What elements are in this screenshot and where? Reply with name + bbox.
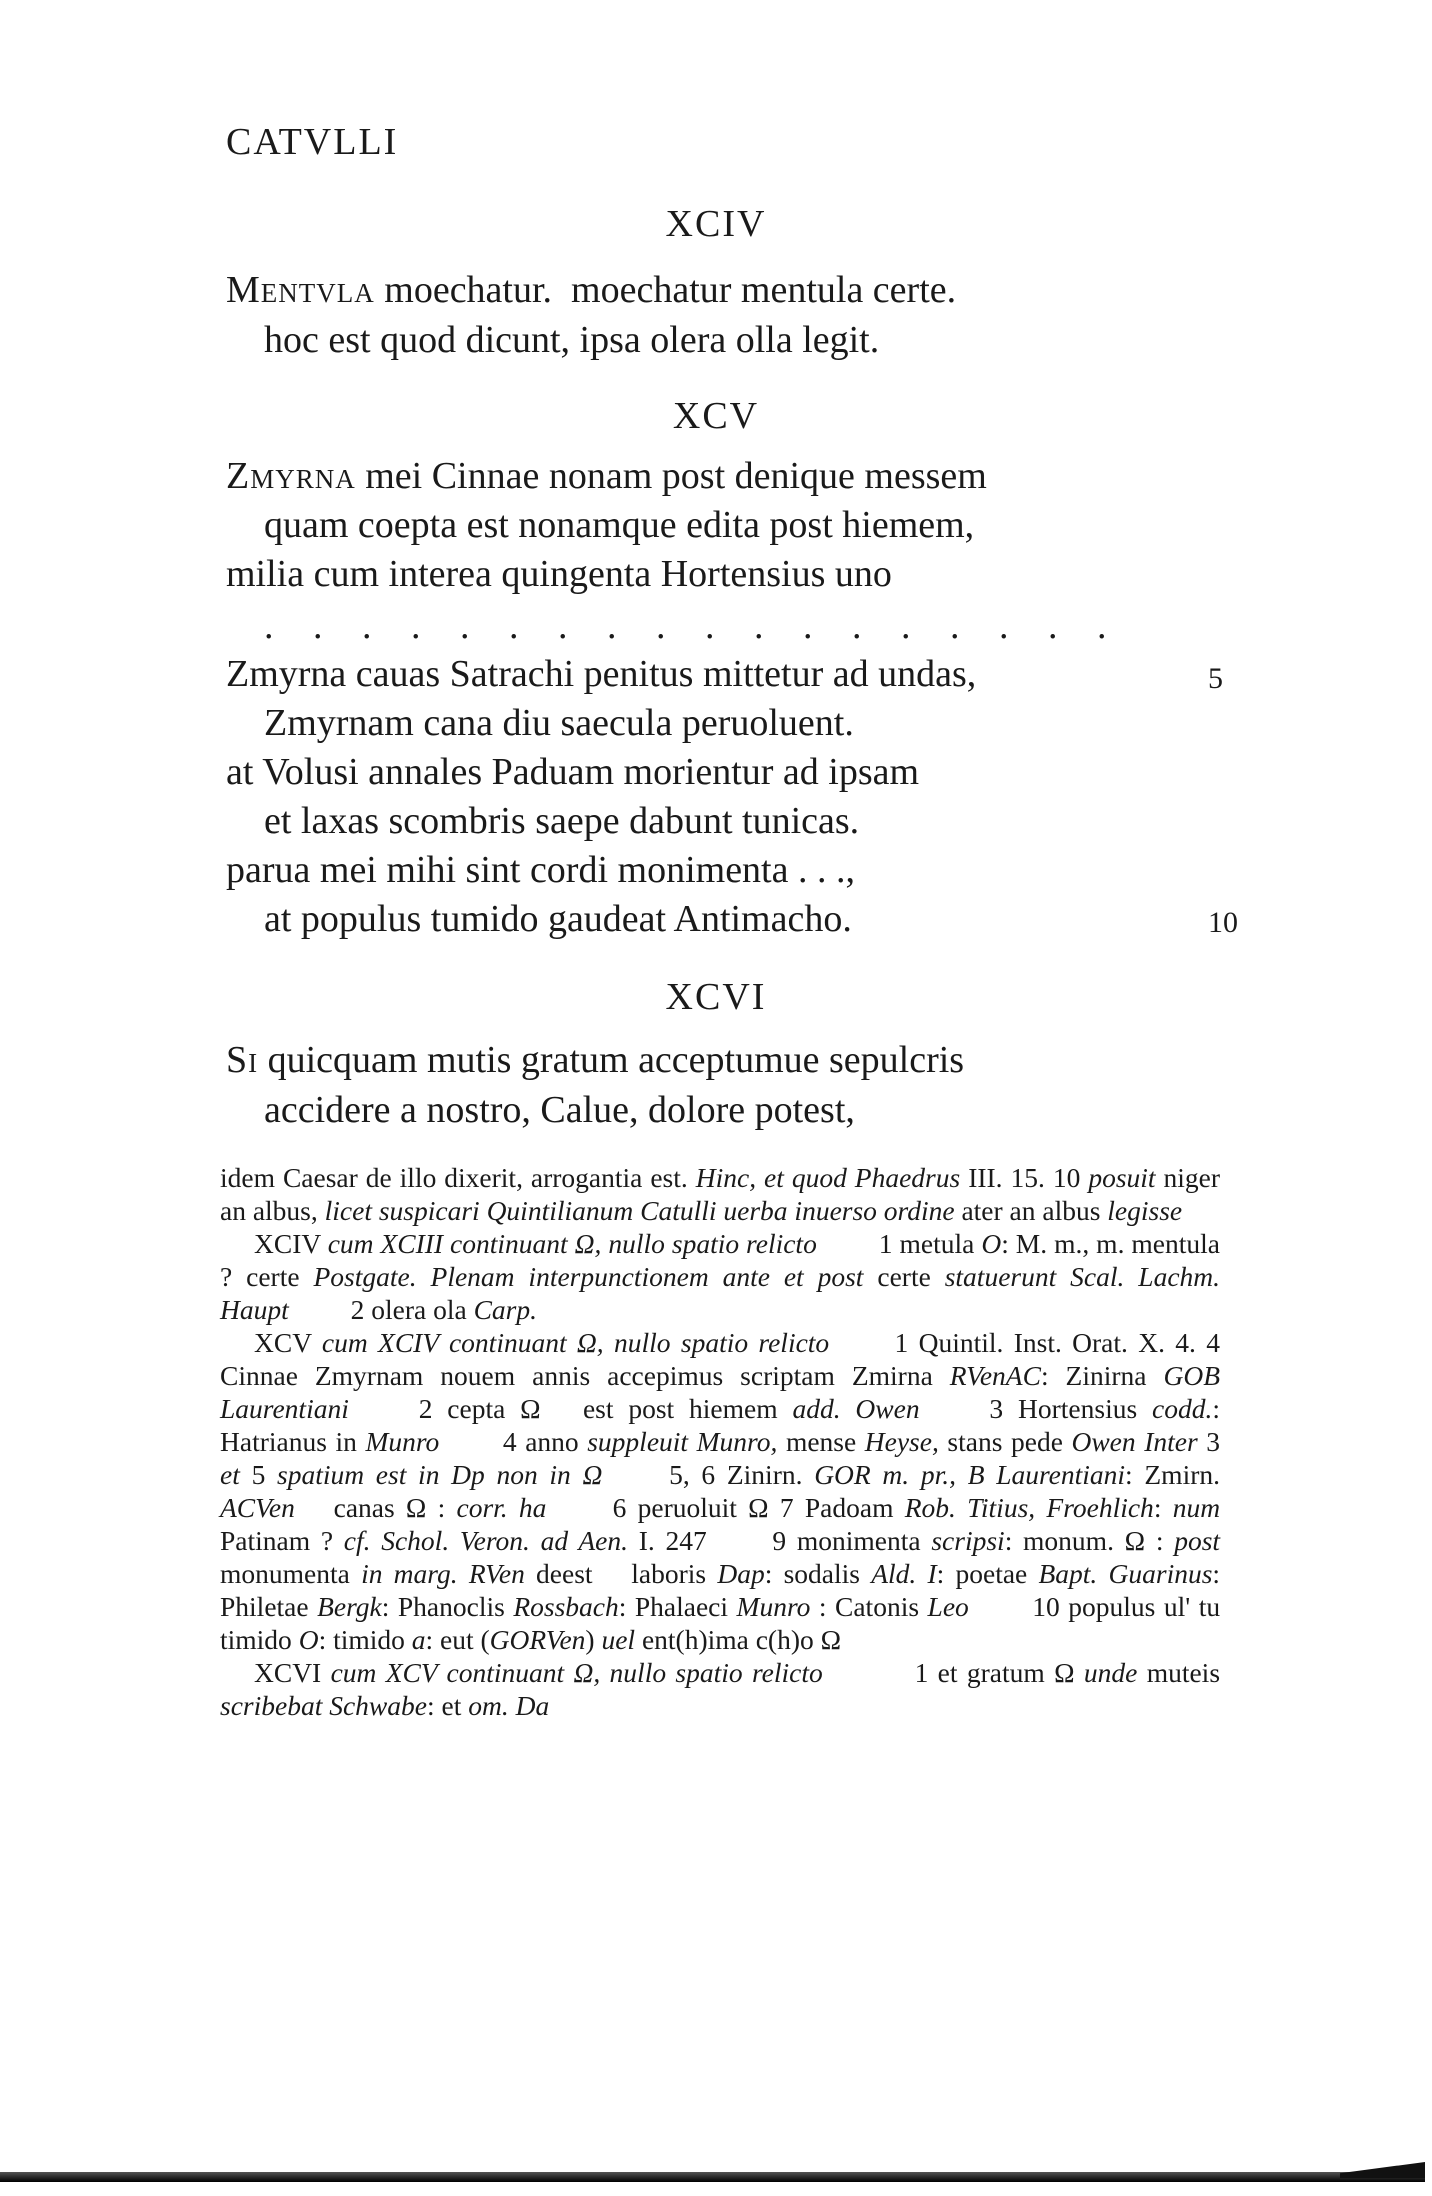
verse-line: accidere a nostro, Calue, dolore potest, xyxy=(264,1089,855,1131)
verse-text: quicquam mutis gratum acceptumue sepulcris xyxy=(258,1039,965,1081)
verse-line: et laxas scombris saepe dabunt tunicas. xyxy=(264,800,860,842)
line-number: 5 xyxy=(1208,662,1223,695)
apparatus-xciv: XCIV cum XCIII continuant Ω, nullo spatio relicto 1 metula O: M. m., m. mentula ? certe Postgate. Plenam interpunctionem ante et post certe statuerunt Scal. Lachm. Haupt 2 olera ola Carp. xyxy=(220,1228,1221,1325)
poem-heading-xciv: XCIV xyxy=(665,203,767,245)
verse-first-word: Mentvla xyxy=(226,269,375,311)
lacuna-dots: . . . . . . . . . . . . . . . . . . xyxy=(264,605,1122,647)
critical-apparatus xyxy=(220,1161,1220,1722)
verse-first-word: Zmyrna xyxy=(226,455,356,497)
verse-first-word: Si xyxy=(226,1039,259,1081)
verse-line: at populus tumido gaudeat Antimacho. xyxy=(264,898,852,940)
verse-line xyxy=(226,1038,964,1082)
apparatus-xcv: XCV cum XCIV continuant Ω, nullo spatio relicto 1 Quintil. Inst. Orat. X. 4. 4 Cinnae Zmyrnam nouem annis accepimus scriptam Zmirna RVenAC: Zinirna GOB Laurentiani 2 cepta Ω est post hiemem add. Owen 3 Hortensius codd.: Hatrianus in Munro 4 anno suppleuit Munro, mense Heyse, stans pede Owen Inter 3 et 5 spatium est in Dp non in Ω 5, 6 Zinirn. GOR m. pr., B Laurentiani: Zmirn. ACVen canas Ω : corr. ha 6 peruoluit Ω 7 Padoam Rob. Titius, Froehlich: num Patinam ? cf. Schol. Veron. ad Aen. I. 247 9 monimenta scripsi: monum. Ω : post monumenta in marg. RVen deest laboris Dap: sodalis Ald. I: poetae Bapt. Guarinus: Philetae Bergk: Phanoclis Rossbach: Phalaeci Munro : Catonis Leo 10 populus ul' tu timido O: timido a: eut (GORVen) uel ent(h)ima c(h)o Ω xyxy=(220,1327,1221,1655)
running-head: CATVLLI xyxy=(226,121,399,163)
verse-line: milia cum interea quingenta Hortensius uno xyxy=(226,553,892,595)
verse-line: parua mei mihi sint cordi monimenta . . ., xyxy=(226,849,855,891)
page-bottom-rule-end xyxy=(1340,2162,1425,2178)
page-bottom-rule xyxy=(0,2172,1425,2182)
apparatus-carryover: idem Caesar de illo dixerit, arrogantia est. Hinc, et quod Phaedrus III. 15. 10 posuit niger an albus, licet suspicari Quintilianum Catulli uerba inuerso ordine ater an albus legisse xyxy=(220,1162,1221,1226)
verse-line: at Volusi annales Paduam morientur ad ipsam xyxy=(226,751,920,793)
verse-line xyxy=(226,268,956,312)
verse-line: hoc est quod dicunt, ipsa olera olla legit. xyxy=(264,319,880,361)
verse-text: moechatur. moechatur mentula certe. xyxy=(374,269,957,311)
verse-line xyxy=(226,454,987,498)
line-number: 10 xyxy=(1208,906,1238,939)
verse-line: Zmyrnam cana diu saecula peruoluent. xyxy=(264,702,854,744)
poem-heading-xcv: XCV xyxy=(672,395,760,437)
verse-text: mei Cinnae nonam post denique messem xyxy=(355,455,987,497)
verse-line: Zmyrna cauas Satrachi penitus mittetur ad undas, xyxy=(226,653,977,695)
poem-heading-xcvi: XCVI xyxy=(665,976,767,1018)
apparatus-xcvi: XCVI cum XCV continuant Ω, nullo spatio relicto 1 et gratum Ω unde muteis scribebat Schwabe: et om. Da xyxy=(220,1657,1221,1721)
verse-line: quam coepta est nonamque edita post hiemem, xyxy=(264,504,975,546)
